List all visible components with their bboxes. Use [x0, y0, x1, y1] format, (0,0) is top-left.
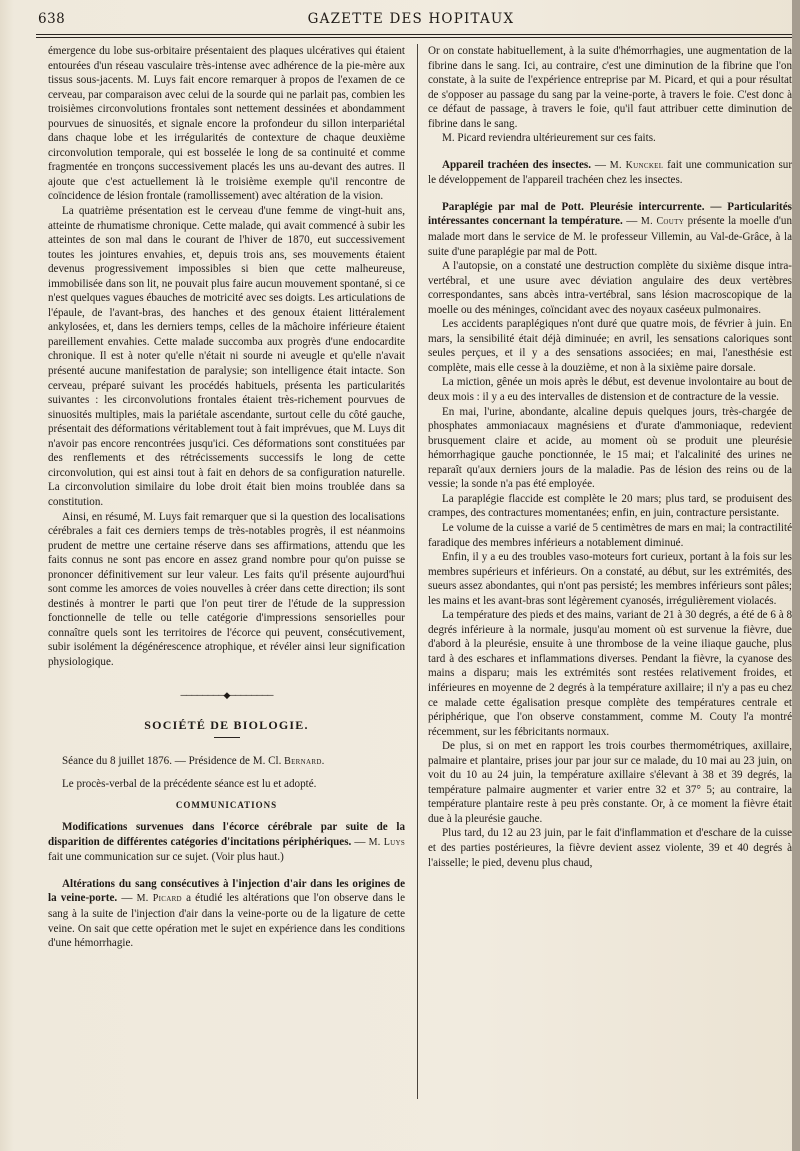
communication-title: Paraplégie par mal de Pott. Pleurésie intercurrente. — Particularités intéressantes concernant la température. [428, 200, 792, 228]
separator-dash: — [351, 835, 369, 848]
author-name: M. Picard [136, 893, 182, 905]
right-column [428, 44, 792, 1144]
paragraph: Le volume de la cuisse a varié de 5 centimètres de mars en mai; la contractilité faradique des membres inférieurs a notablement diminué. [428, 521, 792, 549]
separator-dash: — [591, 158, 610, 171]
communication-text: fait une communication sur le développement de l'appareil trachéen chez les insectes. [428, 158, 792, 187]
paragraph: Enfin, il y a eu des troubles vaso-moteurs fort curieux, portant à la fois sur les membres supérieurs et inférieurs. On a constaté, au début, sur les extrémités, des sueurs assez abondantes, qui n'ont pas persisté; les membres inférieurs sont pâles; les mains et les avant-bras sont légèrement cyanosés, irrégulièrement violacés. [428, 551, 792, 607]
section-separator: ────────◆──────── [180, 689, 273, 700]
communication-title: Modifications survenues dans l'écorce cérébrale par suite de la disparition de différentes catégories d'incitations périphériques. [48, 821, 405, 848]
paragraph: Or on constate habituellement, à la suite d'hémorrhagies, une augmentation de la fibrine dans le sang. Ici, au contraire, c'est une diminution de la fibrine que l'on constate, à la suite de l'expérience entreprise par M. Picard, et qui a pour résultat de s'opposer au passage du sang par la veine-porte, à travers le foie. C'est donc à ce défaut de passage, à travers le foie, qu'il faut attribuer cette diminution de fibrine dans le sang. [428, 45, 792, 130]
left-column [48, 44, 405, 1144]
page-edge-shadow [792, 0, 800, 1151]
paragraph: Plus tard, du 12 au 23 juin, par le fait d'inflammation et d'eschare de la cuisse et des parties postérieures, la fièvre devient assez violente, 39 et 40 degrés à l'aisselle; le pied, devenu plus chaud, [428, 827, 792, 869]
header-rule-double [36, 37, 792, 38]
author-name: M. Kunckel [609, 159, 664, 171]
communication-entry [428, 158, 792, 188]
paragraph: De plus, si on met en rapport les trois courbes thermométriques, axillaire, palmaire et plantaire, prises jour par jour sur ce malade, du 10 mai au 23 juin, on voit du 10 au 24 juin, la température axillaire s'élevant à 38 et 39 degrés, la température palmaire augmenter et varier entre 32 et 37° 5; au contraire, la température plantaire reste à peu près constante. Or, à ce moment la fièvre était due à la pleurésie gauche. [428, 740, 792, 825]
author-name: M. Luys [368, 836, 405, 848]
section-title: SOCIÉTÉ DE BIOLOGIE. [144, 718, 309, 733]
paragraph: En mai, l'urine, abondante, alcaline depuis quelques jours, très-chargée de phosphates ammoniacaux magnésiens et d'urate d'ammoniaque, redevient brusquement claire et acide, au moment où se produit une pleurésie hémorrhagique gauche ponctionnée, le 15 mai; et l'alcalinité des urines ne reparaît qu'aux derniers jours de la maladie. Pas de lésion des reins ou de la vessie; la sonde n'a pas été employée. [428, 405, 792, 491]
communication-entry [48, 877, 405, 951]
paragraph: émergence du lobe sus-orbitaire présentaient des plaques ulcératives qui étaient entourées d'un réseau vasculaire très-intense avec adhérence de la pie-mère aux tissus sous-jacents. M. Luys fait encore remarquer à propos de l'examen de ce cerveau, par comparaison avec celui de la sourde qui ne parlait pas, combien les troisièmes circonvolutions frontales sont nettement dessinées et abondamment pourvues de sinuosités, et signale encore la profondeur du sillon interpariétal dans chaque lobe et les irrégularités de contexture de chaque deuxième circonvolution temporale, qui est bosselée le long de sa continuité et comme fragmentée en tronçons successivement placés les uns au-devant des autres. Il ajoute que c'est actuellement là le troisième exemple qu'il rencontre de coïncidence de lésion frontale (ramollissement) avec altération de la vision. [48, 45, 405, 203]
minutes-line: Le procès-verbal de la précédente séance est lu et adopté. [62, 778, 317, 791]
separator-dash: — [622, 215, 641, 228]
paragraph: A l'autopsie, on a constaté une destruction complète du sixième disque intra-vertébral, et une usure avec déviation angulaire des deux vertèbres correspondantes, sans abcès intra-vertébral, sans lésion macroscopique de la moelle ou des méninges, coïncidant avec des noyaux caséeux pulmonaires. [428, 260, 792, 316]
communications-heading: COMMUNICATIONS [175, 799, 278, 810]
separator-dash: — [117, 892, 137, 905]
communication-title: Appareil trachéen des insectes. [442, 158, 592, 171]
paragraph: La miction, gênée un mois après le début, est devenue involontaire au bout de deux mois : il y a eu des intervalles de distension et de contracture de la vessie. [428, 376, 792, 404]
communication-entry [48, 820, 405, 865]
page-number: 638 [38, 11, 66, 27]
paragraph: Les accidents paraplégiques n'ont duré que quatre mois, de février à juin. En mars, la sensibilité était déjà diminuée; en avril, les sensations caloriques sont seules perçues, et il y a des sensations associées; en mai, l'anesthésie est complète, mais elle cesse à la douzième, et non à la sixième paire dorsale. [428, 318, 792, 374]
session-line [48, 754, 405, 770]
running-title: GAZETTE DES HOPITAUX [307, 11, 515, 27]
page-header [30, 8, 792, 28]
communication-entry [428, 200, 792, 259]
communication-text: a étudié les altérations que l'on observe dans le sang à la suite de l'injection d'air dans la veine-porte ou de la ligature de cette veine. On sait que cette opération met le sujet en expérience dans les conditions d'une hémorrhagie. [48, 892, 405, 950]
president-name: Bernard. [284, 755, 325, 767]
column-divider [417, 44, 418, 1099]
session-text: Séance du 8 juillet 1876. — Présidence de M. Cl. [62, 754, 285, 767]
paragraph: Ainsi, en résumé, M. Luys fait remarquer que si la question des localisations cérébrales a fait ces derniers temps de très-notables progrès, il est néanmoins prudent de mettre une certaine réserve dans ses affirmations, attendu que les faits connus ne sont pas encore en assez grand nombre pour qu'on puisse se prononcer définitivement sur leur valeur. Les faits qu'il présente aujourd'hui sont comme les amorces de voies nouvelles à créer dans cette direction; ils sont destinés à montrer le parti que l'on peut tirer de l'étude de la suppression fonctionnelle de telle ou telle catégorie d'impressions sensorielles pour connaître quels sont les territoires de l'écorce qui peuvent, consécutivement, subir isolément la dégénérescence atrophique, et révéler ainsi leur signification physiologique. [48, 510, 405, 668]
paragraph: La paraplégie flaccide est complète le 20 mars; plus tard, se produisent des crampes, des contractures momentanées; enfin, en juin, contracture persistante. [428, 492, 792, 520]
communication-text: fait une communication sur ce sujet. (Voir plus haut.) [48, 851, 284, 864]
paragraph: La température des pieds et des mains, variant de 21 à 30 degrés, a été de 6 à 8 degrés inférieure à la normale, jusqu'au moment où est survenue la fièvre, due d'abord à la pleurésie, ensuite à une thrombose de la veine iliaque gauche, plus tard à des eschares et inflammations diverses. Pendant la fièvre, la cyanose des mains a disparu; mais les extrémités sont restées relativement froides, et inférieures en moyenne de 2 degrés à la température axillaire; il n'y a pas eu chez ce malade cette égalisation presque complète des températures centrale et périphérique, que l'on observe constamment, comme M. Couty l'a montré récemment, sur les fébricitants normaux. [428, 609, 792, 738]
header-rule [36, 34, 792, 35]
author-name: M. Couty [640, 216, 685, 228]
short-rule [214, 737, 240, 738]
paragraph: M. Picard reviendra ultérieurement sur ces faits. [442, 132, 656, 145]
paragraph: La quatrième présentation est le cerveau d'une femme de vingt-huit ans, atteinte de rhumatisme chronique. Cette malade, qui avait commencé à subir les atteintes de son mal dans le courant de l'hiver de 1870, eut successivement toutes les jointures envahies, et, depuis trois ans, ses mouvements étaient devenus progressivement impossibles si bien que cette malheureuse, immobilisée dans son lit, ne pouvait plus faire aucun mouvement spontané, si ce n'est quelques vagues ébauches de motricité avec ses doigts. Les articulations de l'épaule, de l'avant-bras, des hanches et des genoux étaient littéralement ankylosées, et, dans les derniers temps, celles de la mâchoire inférieure étaient pareillement envahies. Cette malade succomba aux progrès d'une endocardite chronique. Il est à noter qu'elle n'était ni sourde ni aveugle et qu'elle n'avait présenté aucune manifestation de paralysie; son intelligence était intacte. Son cerveau, préparé suivant les procédés habituels, présenta les particularités suivantes : les circonvolutions frontales étaient très-richement pourvues de sinuosités multiples, mais la pariétale ascendante, surtout celle du côté gauche, présentait des déformations véritablement tout à fait imprévues, que M. Luys dit n'avoir pas encore rencontrées jusqu'ici. Ces déformations sont constituées par des renflements et des rétrécissements successifs le long de cette circonvolution, qui est ainsi tout à fait en dehors de sa configuration naturelle. La circonvolution similaire du lobe droit était bien moins troublée dans sa constitution. [48, 205, 405, 508]
communication-title: Altérations du sang consécutives à l'injection d'air dans les origines de la veine-porte. [48, 877, 405, 905]
communication-text: présente la moelle d'un malade mort dans le service de M. le professeur Villemin, au Val-de-Grâce, à la suite d'une paraplégie par mal de Pott. [428, 215, 792, 258]
